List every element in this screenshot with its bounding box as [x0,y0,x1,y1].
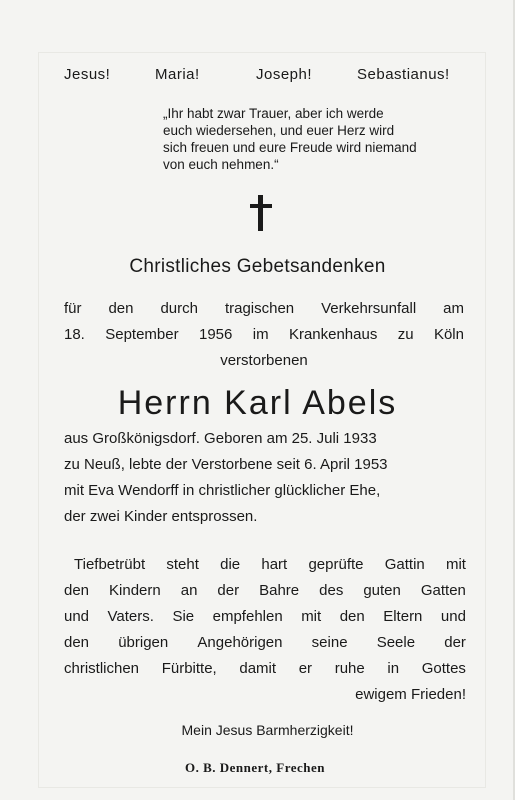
word: zu [397,326,414,343]
word: an [180,582,198,599]
quote-line: „Ihr habt zwar Trauer, aber ich werde [163,106,384,121]
word: für [64,300,82,317]
word: Gatten [420,582,466,599]
biography [64,426,466,530]
word: Fürbitte, [161,660,217,677]
word: Verkehrsunfall [321,300,417,317]
printer-imprint: O. B. Dennert, Frechen [184,760,326,775]
word: Gottes [421,660,466,677]
word: Krankenhaus [288,326,378,343]
word: des [319,582,344,599]
word: christlichen [64,660,140,677]
intro-line: verstorbenen [220,352,308,369]
intro-line [64,322,464,348]
word: im [252,326,269,343]
word: Seele [376,634,416,651]
word: Sie [172,608,195,625]
bio-line: mit Eva Wendorff in christlicher glücklicher Ehe, [64,482,381,499]
word: den [339,608,365,625]
quote-line: euch wiedersehen, und euer Herz wird [163,123,395,138]
para-line [64,656,466,682]
invocation-sebastianus: Sebastianus! [357,66,450,83]
word: Angehörigen [197,634,283,651]
word: Köln [433,326,464,343]
word: und [64,608,90,625]
bio-line: zu Neuß, lebte der Verstorbene seit 6. April 1953 [64,456,388,473]
word: den [64,634,90,651]
invocation-line [64,66,464,88]
word: der [444,634,466,651]
word: Bahre [259,582,300,599]
word: Tiefbetrübt [74,556,146,573]
para-line [64,604,466,630]
intro-line [64,296,464,322]
invocation-maria: Maria! [155,66,200,83]
word: 18. [64,326,85,343]
bio-line: aus Großkönigsdorf. Geboren am 25. Juli 1933 [64,430,377,447]
word: empfehlen [212,608,283,625]
quote-line: sich freuen und eure Freude wird niemand [163,140,417,155]
para-line: ewigem Frieden! [355,686,466,703]
word: mit [445,556,466,573]
mourning-paragraph [64,552,466,708]
word: den [64,582,90,599]
word: übrigen [118,634,169,651]
word: mit [301,608,322,625]
word: durch [160,300,198,317]
word: Eltern [383,608,423,625]
word: steht [166,556,199,573]
word: ruhe [334,660,365,677]
invocation-jesus: Jesus! [64,66,111,83]
para-line [64,578,466,604]
word: September [105,326,179,343]
word: geprüfte [308,556,364,573]
word: seine [311,634,348,651]
word: damit [239,660,277,677]
word: und [440,608,466,625]
para-line [64,552,466,578]
word: der [217,582,240,599]
bio-line: der zwei Kinder entsprossen. [64,508,258,525]
word: am [443,300,464,317]
word: hart [261,556,288,573]
cross-icon [250,195,272,231]
word: 1956 [198,326,233,343]
deceased-name: Herrn Karl Abels [117,384,398,422]
word: die [220,556,241,573]
intro-text [64,296,464,374]
invocation-joseph: Joseph! [256,66,313,83]
word: Kindern [109,582,161,599]
word: guten [363,582,401,599]
card-heading: Christliches Gebetsandenken [129,256,386,277]
para-line [64,630,466,656]
closing-prayer: Mein Jesus Barmherzigkeit! [181,722,354,738]
word: er [298,660,313,677]
word: Vaters. [107,608,154,625]
word: Gattin [384,556,425,573]
word: in [387,660,400,677]
word: den [108,300,134,317]
bible-quote [163,105,466,173]
word: tragischen [224,300,295,317]
quote-line: von euch nehmen.“ [163,157,279,172]
